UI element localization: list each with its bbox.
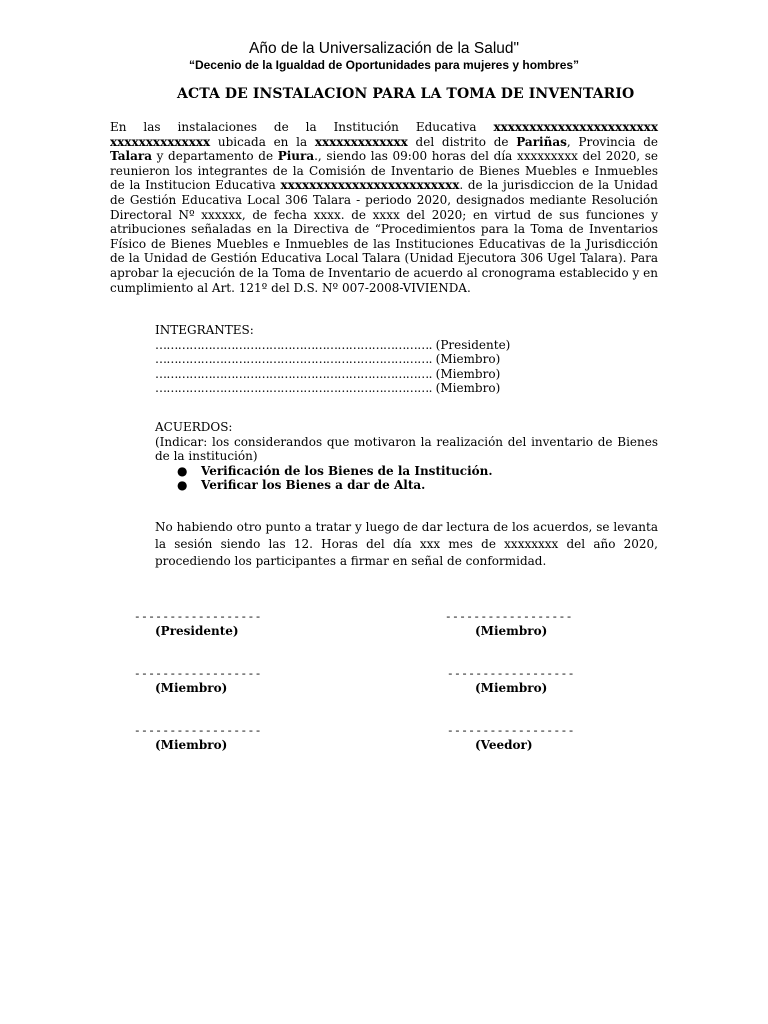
body-paragraph (110, 120, 658, 295)
acuerdo-item (155, 464, 658, 479)
signature-line: ------------------ (134, 669, 262, 681)
signature-role: (Miembro) (475, 681, 548, 695)
signature-line: ------------------ (134, 726, 262, 738)
bullet-icon: ● (177, 478, 188, 493)
signature-role: (Presidente) (155, 624, 239, 638)
acuerdo-text: Verificación de los Bienes de la Institución. (201, 463, 493, 478)
integrante-role: (Presidente) (431, 337, 511, 352)
integrante-role: (Miembro) (431, 381, 501, 396)
signature-role: (Miembro) (155, 738, 228, 752)
body-segment: del distrito de (407, 134, 517, 149)
body-segment-bold: xxxxxxxxxxxxxxxxxxxxxxxxx (280, 178, 460, 193)
acuerdos-label: ACUERDOS: (155, 420, 233, 434)
signature-line: ------------------ (447, 669, 575, 681)
signature-miembro-2 (134, 669, 262, 695)
acuerdo-item (155, 478, 658, 493)
signature-line: ------------------ (445, 612, 573, 624)
signature-miembro-1 (445, 612, 573, 638)
integrante-line (155, 367, 658, 382)
integrantes-label: INTEGRANTES: (155, 323, 254, 337)
signature-presidente (134, 612, 262, 638)
body-segment: . de la jurisdiccion de la Unidad de Gestión Educativa Local 306 Talara - periodo 2020, designados mediante Resolución Directoral Nº xxxxxx, de fecha xxxx. de xxxx del 2020; en virtud de sus funciones y atribuciones señaladas en la Directiva de “Procedimientos para la Toma de Inventarios Físico de Bienes Muebles e Inmuebles de las Instituciones Educativas de la Jurisdicción de la Unidad de Gestión Educativa Local Talara (Unidad Ejecutora 306 Ugel Talara). Para aprobar la ejecución de la Toma de Inventario de acuerdo al cronograma establecido y en cumplimiento al Art. 121º del D.S. Nº 007-2008-VIVIENDA. (110, 178, 658, 295)
body-segment-bold: xxxxxxxxxxxxx (314, 134, 408, 149)
closing-paragraph: No habiendo otro punto a tratar y luego de dar lectura de los acuerdos, se levanta la sesión siendo las 12. Horas del día xxx mes de xxxxxxxx del año 2020, procediendo los participantes a firmar en señal de conformidad. (155, 520, 658, 568)
decade-subtitle: “Decenio de la Igualdad de Oportunidades para mujeres y hombres” (188, 58, 580, 72)
bullet-icon: ● (177, 463, 188, 478)
integrante-dots: ………………………………………………………………. (155, 352, 432, 367)
integrantes-section (155, 323, 658, 396)
body-segment: , Provincia de (566, 134, 658, 149)
body-segment-bold: Piura (277, 149, 315, 164)
document-title: ACTA DE INSTALACION PARA LA TOMA DE INVENTARIO (177, 86, 635, 102)
integrante-role: (Miembro) (431, 366, 501, 381)
acuerdo-text: Verificar los Bienes a dar de Alta. (201, 478, 426, 493)
body-segment: ubicada en la (210, 134, 315, 149)
integrante-line (155, 381, 658, 396)
body-segment: y departamento de (152, 149, 278, 164)
body-segment-bold: xxxxxxxxxxxxxxxxxxxxxxx xxxxxxxxxxxxxx (110, 120, 658, 149)
body-segment: En las instalaciones de la Institución Educativa (110, 120, 494, 134)
signature-role: (Veedor) (475, 738, 533, 752)
integrante-role: (Miembro) (431, 352, 501, 367)
acuerdos-section (155, 420, 658, 493)
body-segment-bold: Pariñas (516, 134, 567, 149)
integrante-line (155, 338, 658, 353)
integrante-dots: ………………………………………………………………. (155, 337, 432, 352)
signature-role: (Miembro) (475, 624, 548, 638)
signature-line: ------------------ (447, 726, 575, 738)
signature-role: (Miembro) (155, 681, 228, 695)
signature-miembro-3 (447, 669, 575, 695)
integrante-dots: ………………………………………………………………. (155, 366, 432, 381)
acuerdos-list (155, 464, 658, 493)
signature-line: ------------------ (134, 612, 262, 624)
closing-section (155, 519, 658, 570)
signature-veedor (447, 726, 575, 752)
integrante-dots: ………………………………………………………………. (155, 381, 432, 396)
acuerdos-note: (Indicar: los considerandos que motivaron la realización del inventario de Bienes de la institución) (155, 434, 658, 464)
year-title: Año de la Universalización de la Salud" (248, 40, 520, 57)
body-segment-bold: Talara (110, 149, 152, 164)
signature-miembro-4 (134, 726, 262, 752)
body-segment: ., siendo las 09:00 horas del día xxxxxxxxx del 2020, se reunieron los integrantes de la Comisión de Inventario de Bienes Muebles e Inmuebles de la Institucion Educativa (110, 149, 658, 193)
integrante-line (155, 352, 658, 367)
